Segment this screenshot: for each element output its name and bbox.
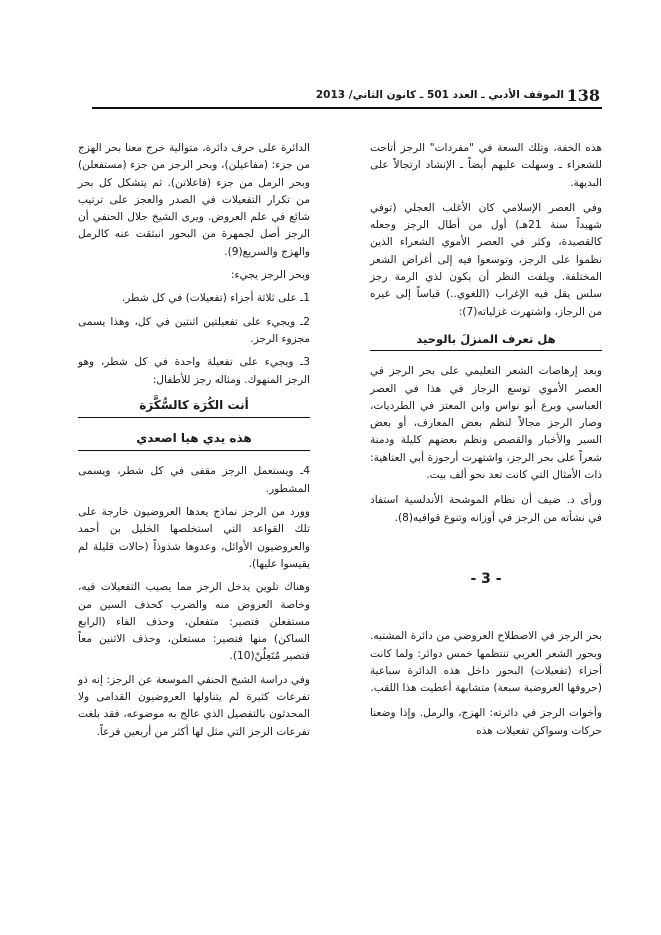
section-number: - 3 - — [470, 570, 502, 587]
header-rule — [92, 107, 602, 109]
paragraph: الدائرة على حرف دائرة، متوالية خرج معنا بحر الهزج من جزء: (مفاعيلن)، وبحر الرجز من جزء (مستفعلن) وبحر الرمل من جزء (فاعلاتن). ثم يتشكل كل بحر من تكرار التفعيلات في الصدر والعجز على ترتيب شائع في علم العروض. ويرى الشيخ جلال الحنفي أن الرجز أصل لجمهرة من البحور انبثقت عنه كالرمل والهزج والسريع(9). — [78, 142, 310, 258]
paragraph: وبعد إرهاصات الشعر التعليمي على بحر الرجز في العصر الأموي توسع الرجاز في هذا في العصر العباسي وبرع أبو نواس وابن المعتز في الطرديات، وصار الرجز مجالاً لنظم بعض المعارف، أو بعض السير والأخبار والقصص ونظم بعضهم كليلة ودمنة شعراً على بحر الرجز، واشتهرت أرجوزة أبي العتاهية: ذات الأمثال التي كانت تعد نحو ألف بيت. — [370, 365, 602, 482]
paragraph: وأخوات الرجز في دائرته: الهزج، والرمل. وإذا وضعنا حركات وسواكن تفعيلات هذه — [370, 707, 602, 737]
paragraph: وفي العصر الإسلامي كان الأغلب العجلي (توفي شهيداً سنة 21هـ) أول من أطال الرجز وجعله كالقصيدة، وكثر في العصر الأموي الشعراء الذين نظموا على الرجز، وتوسعوا فيه إلى أغراض الشعر المختلفة. ويلفت النظر أن يكون لذي الرمة رجز سلس يقل فيه الإغراب (اللغوي..) قياساً إلى غيره من الرجاز، واشتهرت غزلياته(7): — [370, 201, 603, 318]
list-item: 4ـ ويستعمل الرجز مقفى في كل شطر، ويسمى المشطور. — [78, 465, 310, 495]
paragraph: وفي دراسة الشيخ الحنفي الموسعة عن الرجز: إنه ذو تفرعات كثيرة لم يتناولها العروضيون القدامى ولا المحدثون بالتفصيل الذي عالج به موضوعه، فقد بلغت تفرعات الرجز التي مثل لها أكثر من أربعين فرعاً. — [78, 673, 310, 738]
page-header — [315, 86, 600, 108]
poem-line: أنت الكُرَة كالسُّكَّرَة — [78, 397, 310, 418]
list-item: 1ـ على ثلاثة أجزاء (تفعيلات) في كل شطر. — [121, 292, 310, 305]
poem-line: هذه يدي هيا اصعدي — [78, 430, 310, 451]
paragraph: وورد من الرجز نماذج يعدها العروضيون خارجة على تلك القواعد التي استخلصها الخليل بن أحمد والعروضيون الأوائل، وعدوها شذوذاً (حالات قليلة لم يقيسوا عليها). — [78, 506, 310, 570]
left-column — [78, 140, 310, 747]
list-item: 2ـ ويجيء على تفعيلتين اثنتين في كل، وهذا يسمى مجزوء الرجز. — [78, 315, 310, 345]
paragraph: بحر الرجز في الاصطلاح العروضي من دائرة المشتبه. وبحور الشعر العربي تنتظمها خمس دوائر: ولما كانت أجزاء (تفعيلات) البحور داخل هذه الدائرة سباعية (حروفها العروضية سبعة) متشابهة أعطيت هذا اللقب. — [370, 630, 602, 695]
paragraph: هذه الخفة، وتلك السعة في "مفردات" الرجز أتاحت للشعراء ـ وسهلت عليهم أيضاً ـ الإنشاد ارتجالاً على البديهة. — [370, 142, 602, 189]
verse-heading: هل تعرف المنزلَ بالوحيد — [370, 331, 602, 351]
list-item: 3ـ ويجيء على تفعيلة واحدة في كل شطر، وهو الرجز المنهوك. ومثاله رجز للأطفال: — [78, 356, 310, 386]
page-number: 138 — [566, 86, 600, 105]
paragraph: ورأى د. ضيف أن نظام الموشحة الأندلسية استفاد في نشأته من الرجز في أوزانه وتنوع قوافيه(8). — [370, 494, 602, 524]
paragraph: وبحر الرجز يجيء: — [230, 269, 310, 282]
paragraph: وهناك تلوين يدخل الرجز مما يصيب التفعيلات فيه، وخاصة العروض منه والضرب كحذف السين من مستفعلن فتصير: متفعلن، وحذف الفاء (الرابع الساكن) منها فتصير: مستعلن، وحذف الاثنين معاً فتصير مُتَعِلُنْ(10). — [78, 581, 310, 663]
right-column — [370, 140, 602, 748]
journal-title: الموقف الأدبي ـ العدد 501 ـ كانون الثاني/ 2013 — [315, 89, 564, 101]
